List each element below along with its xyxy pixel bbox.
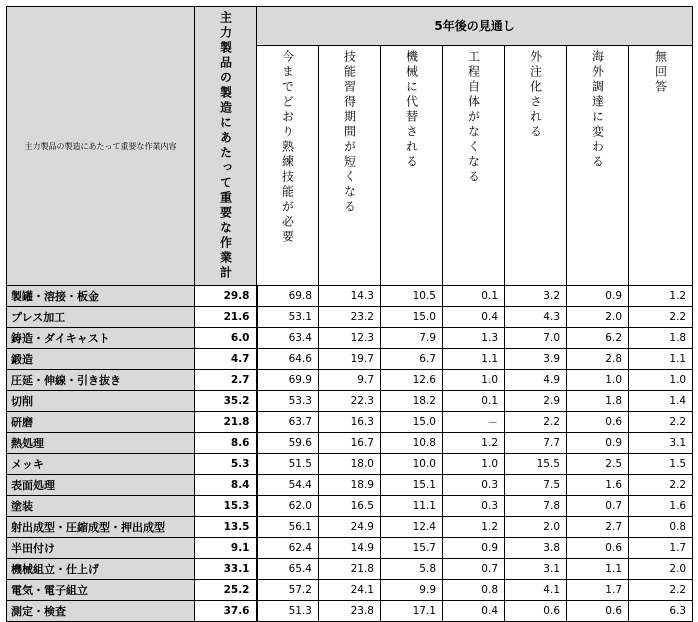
- table-cell: 2.2: [629, 580, 693, 601]
- table-row: [7, 496, 693, 517]
- table-cell: 0.3: [443, 475, 505, 496]
- row-label: 塗装: [7, 496, 195, 517]
- table-cell: 18.0: [319, 454, 381, 475]
- row-total: 29.8: [195, 286, 257, 307]
- table-cell: 1.1: [567, 559, 629, 580]
- table-cell: 2.0: [629, 559, 693, 580]
- table-cell: 12.3: [319, 328, 381, 349]
- table-cell: 62.0: [257, 496, 319, 517]
- table-cell: 6.7: [381, 349, 443, 370]
- row-total: 35.2: [195, 391, 257, 412]
- table-cell: 1.7: [567, 580, 629, 601]
- table-cell: 56.1: [257, 517, 319, 538]
- table-cell: 0.7: [567, 496, 629, 517]
- table-cell: 9.7: [319, 370, 381, 391]
- table-cell: 64.6: [257, 349, 319, 370]
- table-cell: 63.4: [257, 328, 319, 349]
- table-row: [7, 475, 693, 496]
- table-cell: 2.8: [567, 349, 629, 370]
- table-cell: 51.5: [257, 454, 319, 475]
- row-label: メッキ: [7, 454, 195, 475]
- row-label: 製罐・溶接・板金: [7, 286, 195, 307]
- table-cell: 23.8: [319, 601, 381, 622]
- table-cell: 1.0: [443, 370, 505, 391]
- table-cell: 14.3: [319, 286, 381, 307]
- table-cell: 3.9: [505, 349, 567, 370]
- table-cell: 1.2: [629, 286, 693, 307]
- table-cell: 0.6: [505, 601, 567, 622]
- table-cell: 15.0: [381, 412, 443, 433]
- table-cell: 54.4: [257, 475, 319, 496]
- row-total: 6.0: [195, 328, 257, 349]
- table-cell: 15.0: [381, 307, 443, 328]
- table-row: [7, 286, 693, 307]
- row-total: 2.7: [195, 370, 257, 391]
- table-cell: 7.5: [505, 475, 567, 496]
- table-cell: 12.6: [381, 370, 443, 391]
- row-label: 熱処理: [7, 433, 195, 454]
- table-cell: 22.3: [319, 391, 381, 412]
- table-cell: 3.8: [505, 538, 567, 559]
- table-cell: 10.8: [381, 433, 443, 454]
- row-total: 5.3: [195, 454, 257, 475]
- table-cell: 3.2: [505, 286, 567, 307]
- column-header: 今までどおり熟練技能が必要: [257, 45, 319, 285]
- table-cell: 7.8: [505, 496, 567, 517]
- table-cell: 1.8: [629, 328, 693, 349]
- table-cell: 18.2: [381, 391, 443, 412]
- table-cell: 1.7: [629, 538, 693, 559]
- row-total: 9.1: [195, 538, 257, 559]
- table-cell: 21.8: [319, 559, 381, 580]
- row-total: 21.8: [195, 412, 257, 433]
- row-label: 鋳造・ダイキャスト: [7, 328, 195, 349]
- table-cell: 1.6: [567, 475, 629, 496]
- table-cell: 4.3: [505, 307, 567, 328]
- table-cell: 1.0: [443, 454, 505, 475]
- table-cell: 63.7: [257, 412, 319, 433]
- row-label: 半田付け: [7, 538, 195, 559]
- table-cell: 1.5: [629, 454, 693, 475]
- table-cell: 65.4: [257, 559, 319, 580]
- table-row: [7, 580, 693, 601]
- table-cell: 0.4: [443, 601, 505, 622]
- column-header: 無回答: [629, 45, 693, 285]
- table-cell: 1.0: [567, 370, 629, 391]
- table-cell: 2.5: [567, 454, 629, 475]
- table-cell: 3.1: [629, 433, 693, 454]
- table-row: [7, 517, 693, 538]
- column-header: 技能習得期間が短くなる: [319, 45, 381, 285]
- table-cell: 15.5: [505, 454, 567, 475]
- table-cell: 57.2: [257, 580, 319, 601]
- row-label: プレス加工: [7, 307, 195, 328]
- table-cell: 17.1: [381, 601, 443, 622]
- table-cell: 59.6: [257, 433, 319, 454]
- row-label: 電気・電子組立: [7, 580, 195, 601]
- row-total: 4.7: [195, 349, 257, 370]
- table-cell: 1.4: [629, 391, 693, 412]
- column-header: 外注化される: [505, 45, 567, 285]
- table-cell: 4.1: [505, 580, 567, 601]
- table-cell: 16.7: [319, 433, 381, 454]
- table-row: [7, 601, 693, 622]
- row-total: 8.6: [195, 433, 257, 454]
- row-label: 測定・検査: [7, 601, 195, 622]
- table-cell: 18.9: [319, 475, 381, 496]
- group-header: 5年後の見通し: [257, 7, 693, 46]
- table-cell: 2.2: [629, 307, 693, 328]
- table-cell: 5.8: [381, 559, 443, 580]
- table-cell: 0.8: [629, 517, 693, 538]
- table-cell: 6.2: [567, 328, 629, 349]
- table-cell: 2.2: [629, 475, 693, 496]
- table-row: [7, 370, 693, 391]
- table-cell: 3.1: [505, 559, 567, 580]
- table-cell: 16.5: [319, 496, 381, 517]
- table-cell: 15.1: [381, 475, 443, 496]
- table-cell: 7.7: [505, 433, 567, 454]
- table-cell: 69.8: [257, 286, 319, 307]
- table-cell: 0.1: [443, 286, 505, 307]
- total-header: [195, 7, 257, 286]
- table-cell: －: [443, 412, 505, 433]
- table-cell: 15.7: [381, 538, 443, 559]
- table-row: [7, 349, 693, 370]
- table-cell: 9.9: [381, 580, 443, 601]
- row-label-header: 主力製品の製造にあたって重要な作業内容: [7, 7, 195, 286]
- table-cell: 7.9: [381, 328, 443, 349]
- table-cell: 7.0: [505, 328, 567, 349]
- row-total: 13.5: [195, 517, 257, 538]
- column-header: 機械に代替される: [381, 45, 443, 285]
- table-cell: 0.9: [567, 433, 629, 454]
- table-cell: 1.6: [629, 496, 693, 517]
- table-cell: 0.9: [443, 538, 505, 559]
- table-cell: 1.2: [443, 433, 505, 454]
- table-cell: 2.0: [567, 307, 629, 328]
- row-total: 15.3: [195, 496, 257, 517]
- table-cell: 6.3: [629, 601, 693, 622]
- table-cell: 10.5: [381, 286, 443, 307]
- total-header-text: 主力製品の製造にあたって重要な作業計: [218, 11, 233, 281]
- table-body: [7, 286, 693, 622]
- row-label: 表面処理: [7, 475, 195, 496]
- table-cell: 1.1: [629, 349, 693, 370]
- table-cell: 0.6: [567, 601, 629, 622]
- row-label: 機械組立・仕上げ: [7, 559, 195, 580]
- row-total: 25.2: [195, 580, 257, 601]
- row-total: 21.6: [195, 307, 257, 328]
- table-cell: 0.8: [443, 580, 505, 601]
- table-cell: 24.1: [319, 580, 381, 601]
- table-cell: 16.3: [319, 412, 381, 433]
- table-cell: 0.6: [567, 538, 629, 559]
- table-cell: 4.9: [505, 370, 567, 391]
- table-row: [7, 433, 693, 454]
- row-label: 鍛造: [7, 349, 195, 370]
- row-label: 圧延・伸線・引き抜き: [7, 370, 195, 391]
- table-cell: 2.9: [505, 391, 567, 412]
- table-cell: 11.1: [381, 496, 443, 517]
- row-total: 37.6: [195, 601, 257, 622]
- table-cell: 2.2: [629, 412, 693, 433]
- table-cell: 0.6: [567, 412, 629, 433]
- table-cell: 0.7: [443, 559, 505, 580]
- row-label: 切削: [7, 391, 195, 412]
- row-label: 射出成型・圧縮成型・押出成型: [7, 517, 195, 538]
- table-cell: 19.7: [319, 349, 381, 370]
- table-row: [7, 454, 693, 475]
- table-cell: 1.1: [443, 349, 505, 370]
- table-cell: 1.2: [443, 517, 505, 538]
- table-cell: 23.2: [319, 307, 381, 328]
- table-cell: 1.8: [567, 391, 629, 412]
- table-cell: 2.0: [505, 517, 567, 538]
- table-cell: 69.9: [257, 370, 319, 391]
- table-cell: 53.3: [257, 391, 319, 412]
- survey-table: [6, 6, 693, 622]
- table-cell: 24.9: [319, 517, 381, 538]
- table-cell: 0.3: [443, 496, 505, 517]
- column-header: 海外調達に変わる: [567, 45, 629, 285]
- table-cell: 10.0: [381, 454, 443, 475]
- table-row: [7, 538, 693, 559]
- column-header: 工程自体がなくなる: [443, 45, 505, 285]
- table-cell: 14.9: [319, 538, 381, 559]
- table-cell: 51.3: [257, 601, 319, 622]
- table-cell: 2.2: [505, 412, 567, 433]
- table-cell: 0.4: [443, 307, 505, 328]
- row-total: 33.1: [195, 559, 257, 580]
- table-cell: 62.4: [257, 538, 319, 559]
- table-cell: 0.9: [567, 286, 629, 307]
- table-row: [7, 328, 693, 349]
- table-cell: 12.4: [381, 517, 443, 538]
- row-label: 研磨: [7, 412, 195, 433]
- table-cell: 53.1: [257, 307, 319, 328]
- table-row: [7, 307, 693, 328]
- table-row: [7, 412, 693, 433]
- table-cell: 0.1: [443, 391, 505, 412]
- table-row: [7, 559, 693, 580]
- table-cell: 1.0: [629, 370, 693, 391]
- row-total: 8.4: [195, 475, 257, 496]
- table-row: [7, 391, 693, 412]
- table-cell: 1.3: [443, 328, 505, 349]
- table-cell: 2.7: [567, 517, 629, 538]
